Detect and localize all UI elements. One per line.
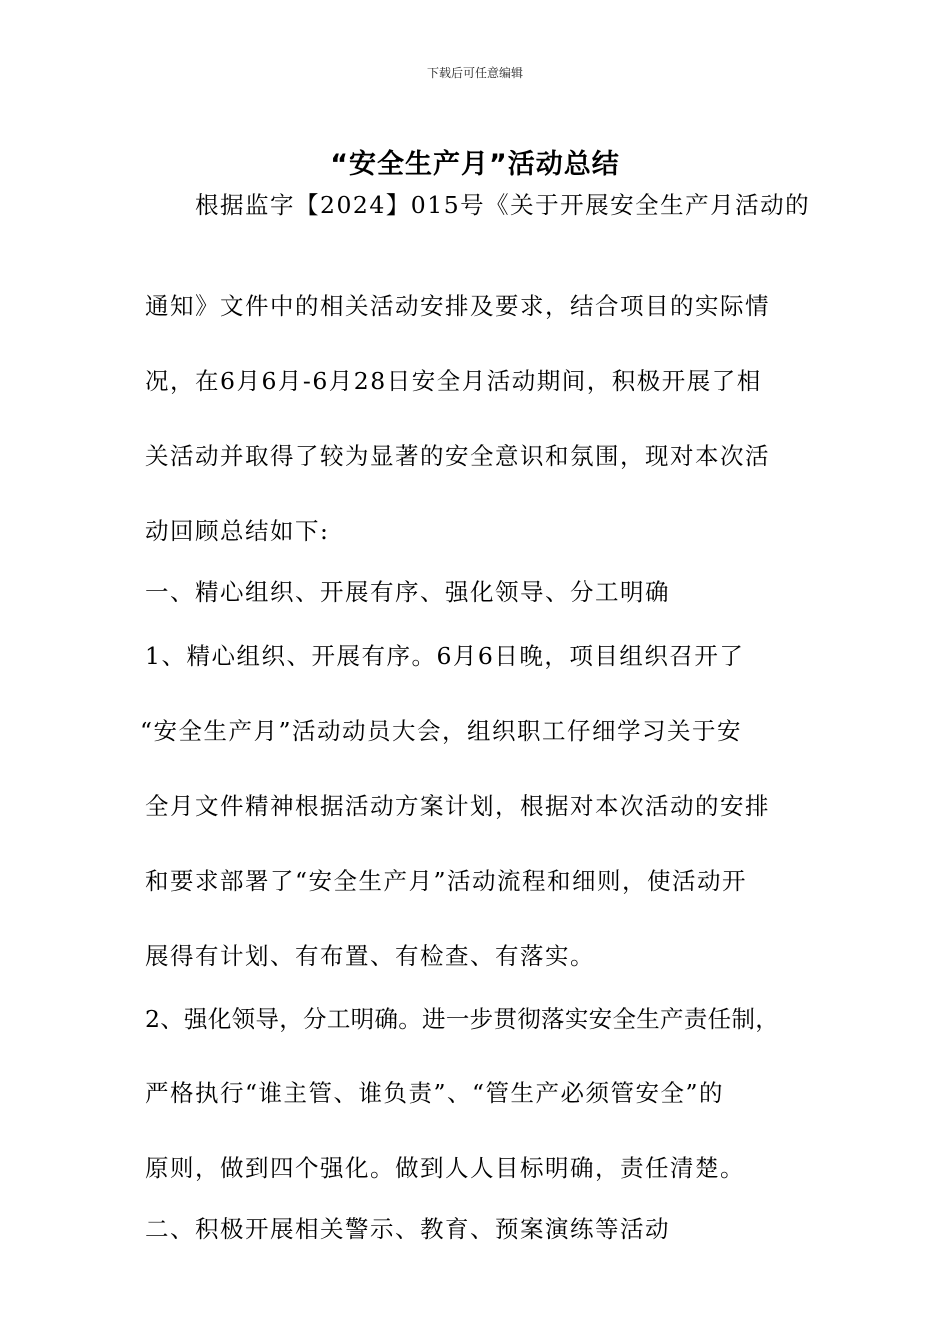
paragraph-line: 展得有计划、有布置、有检查、有落实。: [145, 942, 595, 970]
paragraph-line: 原则，做到四个强化。做到人人目标明确，责任清楚。: [145, 1154, 745, 1182]
header-note: 下载后可任意编辑: [426, 66, 523, 80]
paragraph-line: 根据监字【2024】015号《关于开展安全生产月活动的: [195, 191, 811, 219]
paragraph-line: 动回顾总结如下:: [145, 517, 330, 545]
paragraph-line: 关活动并取得了较为显著的安全意识和氛围，现对本次活: [145, 442, 770, 470]
paragraph-line: 全月文件精神根据活动方案计划，根据对本次活动的安排: [145, 792, 770, 820]
section-heading: 一、精心组织、开展有序、强化领导、分工明确: [145, 578, 670, 606]
paragraph-line: 2、强化领导，分工明确。进一步贯彻落实安全生产责任制，: [145, 1005, 780, 1033]
paragraph-line: 1、精心组织、开展有序。6月6日晚，项目组织召开了: [145, 642, 745, 670]
paragraph-line: 况，在6月6月-6月28日安全月活动期间，积极开展了相: [145, 367, 762, 395]
document-title: “安全生产月”活动总结: [330, 149, 620, 180]
paragraph-line: 和要求部署了“安全生产月”活动流程和细则，使活动开: [145, 867, 748, 895]
section-heading: 二、积极开展相关警示、教育、预案演练等活动: [145, 1215, 670, 1243]
paragraph-line: 严格执行“谁主管、谁负责”、“管生产必须管安全”的: [145, 1079, 725, 1107]
paragraph-line: “安全生产月”活动动员大会，组织职工仔细学习关于安: [140, 717, 743, 745]
paragraph-line: 通知》文件中的相关活动安排及要求，结合项目的实际情: [145, 292, 770, 320]
